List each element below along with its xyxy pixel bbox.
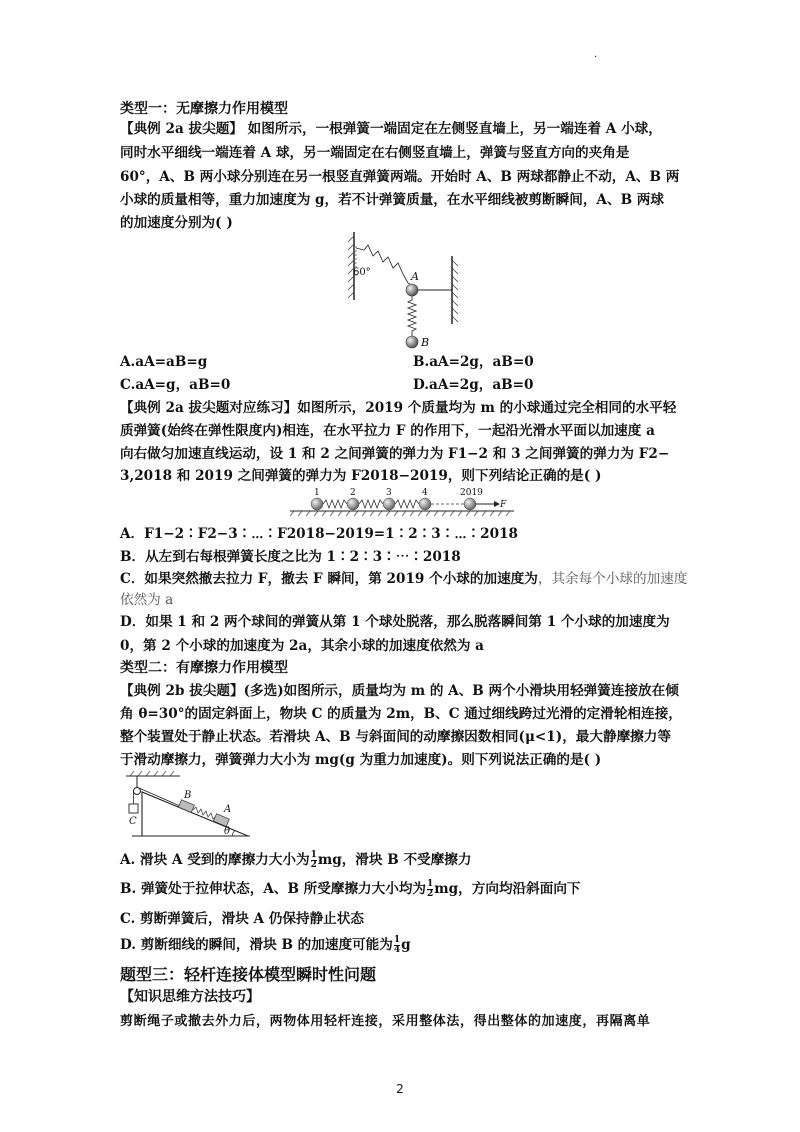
ex3-line-3: 整个装置处于静止状态。若滑块 A、B 与斜面间的动摩擦因数相同(μ<1)，最大静摩擦力等 — [120, 729, 671, 745]
block-a-label: A — [224, 804, 232, 815]
angle-label: 60° — [353, 267, 371, 278]
knowledge-text: 剪断绳子或撤去外力后，两物体用轻杆连接，采用整体法，得出整体的加速度，再隔离单 — [120, 1014, 651, 1029]
fraction-denominator: 2 — [310, 860, 317, 870]
ball-label-1: 1 — [314, 488, 320, 498]
fraction-one-half — [311, 851, 317, 870]
ex2-option-d-line2: 0，第 2 个小球的加速度为 2a，其余小球的加速度依然为 a — [120, 638, 484, 654]
ex2-line-3: 向右做匀加速直线运动，设 1 和 2 之间弹簧的弹力为 F1−2 和 3 之间弹簧的弹力为 F2− — [120, 446, 670, 462]
ball-label-4: 4 — [422, 488, 428, 498]
ex3-option-d-part2: g — [401, 937, 411, 953]
ex3-option-a — [120, 851, 471, 870]
spring-wall-figure — [340, 228, 470, 356]
ex3-option-a-part2: mg，滑块 B 不受摩擦力 — [317, 852, 472, 868]
ex2-line-2: 质弹簧(始终在弹性限度内)相连，在水平拉力 F 的作用下，一起沿光滑水平面以加速度 a — [120, 423, 655, 439]
incline-figure — [120, 770, 260, 842]
ex3-line-1: 【典例 2b 拔尖题】(多选)如图所示，质量均为 m 的 A、B 两个小滑块用轻弹簧连接放在倾 — [120, 683, 679, 699]
ex3-option-b — [120, 880, 581, 899]
ex3-option-c: C. 剪断弹簧后，滑块 A 仍保持静止状态 — [120, 911, 364, 927]
ex1-line-4: 小球的质量相等，重力加速度为 g，若不计弹簧质量，在水平细线被剪断瞬间，A、B 两球 — [120, 192, 664, 208]
ex2-option-c-line2 — [120, 591, 173, 610]
ex1-line-3: 60°，A、B 两小球分别连在另一根竖直弹簧两端。开始时 A、B 两球都静止不动，A、B 两 — [120, 169, 680, 185]
ex3-option-d — [120, 936, 411, 955]
ex2-line-4: 3,2018 和 2019 之间弹簧的弹力为 F2018−2019，则下列结论正确的是( ) — [120, 468, 602, 484]
block-c-label: C — [129, 816, 137, 827]
ex3-line-4: 于滑动摩擦力，弹簧弹力大小为 mg(g 为重力加速度)。则下列说法正确的是( ) — [120, 752, 602, 768]
fraction-one-half — [427, 880, 433, 899]
ball-chain-figure — [288, 486, 518, 518]
ex1-line-1: 【典例 2a 拔尖题】 如图所示，一根弹簧一端固定在左侧竖直墙上，另一端连着 A 小球， — [120, 121, 662, 137]
ex1-option-c: C.aA=g，aB=0 — [120, 377, 231, 393]
block-b-label: B — [184, 790, 192, 801]
ex2-option-c-line1 — [120, 570, 687, 589]
fraction-denominator: 4 — [393, 945, 401, 955]
ex3-option-d-part1: D. 剪断细线的瞬间，滑块 B 的加速度可能为 — [120, 937, 393, 953]
ball-b-label: B — [421, 336, 430, 349]
knowledge-heading: 【知识思维方法技巧】 — [120, 989, 260, 1005]
fraction-numerator: 1 — [393, 935, 401, 945]
ex2-option-c-part1: C．如果突然撤去拉力 F，撤去 F 瞬间，第 2019 个小球的加速度为 — [120, 571, 538, 587]
ex3-line-2: 角 θ=30°的固定斜面上，物块 C 的质量为 2m，B、C 通过细线跨过光滑的定滑轮相连接， — [120, 706, 682, 722]
ex2-option-d-line1: D．如果 1 和 2 两个球间的弹簧从第 1 个球处脱落，那么脱落瞬间第 1 个小球的加速度为 — [120, 614, 670, 630]
ball-label-2: 2 — [350, 488, 356, 498]
theta-label: θ — [224, 826, 231, 837]
section-title-type2: 类型二：有摩擦力作用模型 — [120, 660, 288, 676]
ex1-line-2: 同时水平细线一端连着 A 球，另一端固定在右侧竖直墙上，弹簧与竖直方向的夹角是 — [120, 145, 630, 161]
ex1-option-b: B.aA=2g，aB=0 — [413, 354, 534, 370]
ex3-option-b-part2: mg，方向均沿斜面向下 — [434, 881, 581, 897]
fraction-numerator: 1 — [310, 850, 317, 860]
section-title-type1: 类型一：无摩擦力作用模型 — [120, 101, 288, 117]
ex1-line-5: 的加速度分别为( ) — [120, 215, 233, 231]
topic3-title: 题型三：轻杆连接体模型瞬时性问题 — [120, 965, 377, 984]
ex1-option-d: D.aA=2g，aB=0 — [413, 377, 534, 393]
corner-mark: · — [594, 52, 598, 63]
ex1-option-a: A.aA=aB=g — [120, 354, 208, 370]
fraction-denominator: 2 — [427, 889, 434, 899]
ex2-line-1: 【典例 2a 拔尖题对应练习】如图所示，2019 个质量均为 m 的小球通过完全相同的水平轻 — [120, 400, 677, 416]
ball-a-label: A — [411, 270, 419, 283]
ex2-option-c-part3: 依然为 a — [120, 592, 174, 608]
force-label: F — [500, 500, 507, 510]
ball-label-2019: 2019 — [460, 488, 483, 498]
fraction-numerator: 1 — [427, 879, 434, 889]
ex3-option-b-part1: B. 弹簧处于拉伸状态，A、B 所受摩擦力大小均为 — [120, 881, 427, 897]
page-number: 2 — [396, 1082, 404, 1096]
fraction-one-quarter — [394, 936, 400, 955]
ex2-option-b: B．从左到右每根弹簧长度之比为 1∶2∶3∶⋯∶2018 — [120, 549, 461, 565]
ex2-option-c-part2: ，其余每个小球的加速度 — [537, 571, 688, 587]
ex2-option-a: A．F1−2∶F2−3∶⋯∶F2018−2019=1∶2∶3∶⋯∶2018 — [120, 526, 518, 542]
ex3-option-a-part1: A. 滑块 A 受到的摩擦力大小为 — [120, 852, 310, 868]
ball-label-3: 3 — [386, 488, 392, 498]
